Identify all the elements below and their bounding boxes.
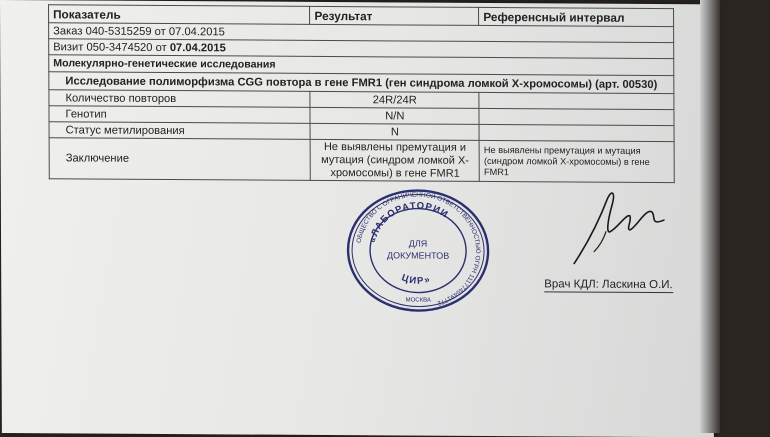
stamp-center-line1: ДЛЯ [408, 238, 428, 249]
stamp-bottom-arc: ЦИР» [399, 272, 433, 287]
param-name: Генотип [49, 106, 311, 124]
param-reference [479, 92, 674, 109]
header-indicator: Показатель [49, 5, 311, 25]
conclusion-reference: Не выявлены премутация и мутация (синдром ломкой Х-хромосомы) в гене FMR1 [479, 140, 674, 182]
conclusion-result: Не выявлены премутация и мутация (синдром ломкой Х-хромосомы) в гене FMR1 [311, 139, 480, 181]
visit-label: Визит [53, 40, 84, 54]
results-table [48, 4, 675, 183]
order-label: Заказ [53, 24, 83, 38]
stamp-arc-text: «ЛАБОРАТОРИИ [367, 200, 451, 244]
param-name: Количество повторов [49, 90, 311, 108]
lab-stamp [343, 188, 494, 313]
order-number: 040-5315259 [85, 25, 152, 38]
param-result: 24R/24R [310, 91, 479, 108]
stamp-center-line2: ДОКУМЕНТОВ [386, 250, 450, 261]
conclusion-row [49, 138, 674, 183]
param-reference [479, 108, 674, 125]
conclusion-name: Заключение [49, 138, 311, 181]
param-reference [479, 124, 674, 141]
param-result: N [310, 123, 479, 140]
stamp-city: МОСКВА [405, 297, 431, 304]
doctor-signature-mark [566, 185, 671, 271]
header-reference: Референсный интервал [479, 7, 674, 26]
test-title: Исследование полиморфизма CGG повтора в гене FMR1 (ген синдрома ломкой Х-хромосомы) (арт. 00530) [49, 72, 674, 94]
order-from: от [154, 25, 166, 38]
visit-date: 07.04.2015 [169, 41, 226, 54]
header-result: Результат [310, 6, 479, 25]
param-name: Статус метилирования [49, 122, 311, 140]
visit-from: от [155, 41, 167, 54]
stamp-outer-text: ОБЩЕСТВО С ОГРАНИЧЕННОЙ ОТВЕТСТВЕННОСТЬЮ ОГРН 1117746491772 [355, 191, 482, 307]
visit-number: 050-3474520 [86, 41, 153, 54]
param-result: N/N [310, 107, 479, 124]
background-edge [700, 0, 720, 433]
doctor-name: Врач КДЛ: Ласкина О.И. [544, 278, 673, 291]
order-date: 07.04.2015 [168, 25, 225, 38]
section-title: Молекулярно-генетические исследования [49, 55, 674, 76]
